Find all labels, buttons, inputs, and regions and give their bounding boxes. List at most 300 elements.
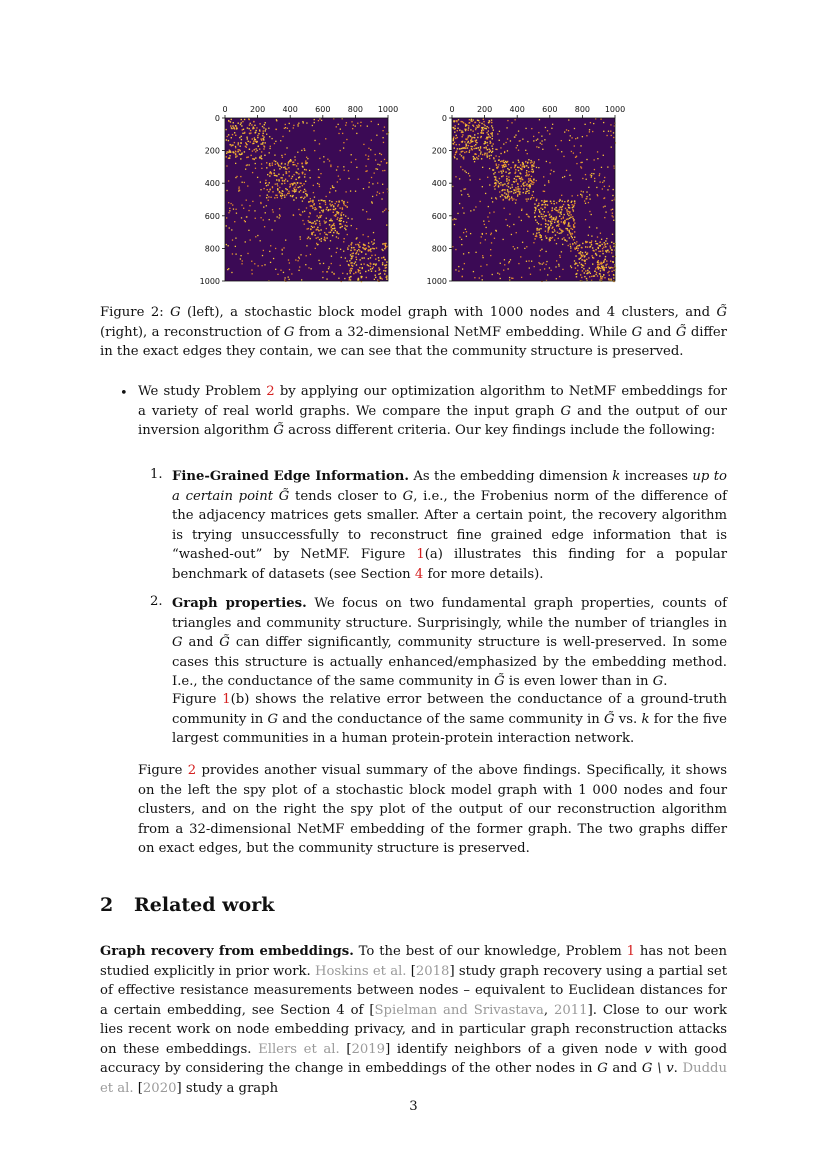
edge-dot — [518, 263, 519, 264]
edge-dot — [545, 127, 546, 128]
edge-dot — [556, 202, 557, 203]
problem-ref-link[interactable]: 2 — [266, 384, 275, 399]
figure-ref-link[interactable]: 1 — [416, 547, 425, 562]
edge-dot — [253, 149, 254, 150]
edge-dot — [329, 200, 330, 201]
edge-dot — [261, 168, 262, 169]
edge-dot — [260, 181, 261, 182]
edge-dot — [460, 190, 461, 191]
edge-dot — [312, 227, 313, 228]
edge-dot — [276, 179, 277, 180]
edge-dot — [308, 267, 309, 268]
edge-dot — [466, 125, 467, 126]
edge-dot — [235, 246, 236, 247]
edge-dot — [275, 195, 276, 196]
edge-dot — [255, 218, 256, 219]
edge-dot — [270, 197, 271, 198]
edge-dot — [263, 136, 264, 137]
edge-dot — [330, 232, 331, 233]
edge-dot — [338, 133, 339, 134]
citation-link[interactable]: Spielman and Srivastava — [374, 1002, 544, 1018]
edge-dot — [586, 278, 587, 279]
edge-dot — [338, 201, 339, 202]
edge-dot — [481, 158, 482, 159]
edge-dot — [591, 235, 592, 236]
citation-year-link[interactable]: 2019 — [351, 1041, 386, 1057]
edge-dot — [273, 173, 274, 174]
edge-dot — [500, 153, 501, 154]
edge-dot — [348, 178, 349, 179]
edge-dot — [267, 189, 268, 190]
edge-dot — [253, 121, 254, 122]
edge-dot — [564, 220, 565, 221]
edge-dot — [290, 159, 291, 160]
edge-dot — [549, 162, 550, 163]
edge-dot — [453, 139, 454, 140]
edge-dot — [482, 132, 483, 133]
edge-dot — [468, 122, 469, 123]
edge-dot — [287, 193, 288, 194]
edge-dot — [229, 210, 230, 211]
edge-dot — [577, 250, 578, 251]
edge-dot — [587, 273, 588, 274]
edge-dot — [535, 210, 536, 211]
edge-dot — [241, 139, 242, 140]
edge-dot — [490, 142, 491, 143]
edge-dot — [607, 243, 608, 244]
edge-dot — [358, 271, 359, 272]
edge-dot — [263, 127, 264, 128]
edge-dot — [235, 135, 236, 136]
edge-dot — [374, 279, 375, 280]
edge-dot — [588, 187, 589, 188]
figure-ref-link[interactable]: 2 — [187, 763, 197, 778]
edge-dot — [562, 177, 563, 178]
edge-dot — [604, 206, 605, 207]
edge-dot — [352, 128, 353, 129]
edge-dot — [356, 228, 357, 229]
edge-dot — [229, 150, 230, 151]
edge-dot — [329, 248, 330, 249]
edge-dot — [347, 273, 348, 274]
edge-dot — [455, 138, 456, 139]
edge-dot — [332, 228, 333, 229]
edge-dot — [271, 229, 272, 230]
edge-dot — [300, 190, 301, 191]
edge-dot — [517, 176, 518, 177]
edge-dot — [287, 128, 288, 129]
edge-dot — [478, 155, 479, 156]
edge-dot — [611, 271, 612, 272]
page-number: 3 — [409, 1099, 418, 1114]
edge-dot — [558, 209, 559, 210]
edge-dot — [310, 268, 311, 269]
edge-dot — [265, 212, 266, 213]
edge-dot — [336, 201, 337, 202]
edge-dot — [249, 124, 250, 125]
edge-dot — [368, 242, 369, 243]
edge-dot — [499, 156, 500, 157]
section-ref-link[interactable]: 4 — [414, 566, 424, 582]
edge-dot — [541, 239, 542, 240]
edge-dot — [323, 156, 324, 157]
edge-dot — [254, 210, 255, 211]
edge-dot — [508, 164, 509, 165]
edge-dot — [538, 209, 539, 210]
edge-dot — [385, 247, 386, 248]
edge-dot — [574, 200, 575, 201]
edge-dot — [335, 190, 336, 191]
edge-dot — [360, 122, 361, 123]
edge-dot — [361, 251, 362, 252]
edge-dot — [555, 218, 556, 219]
edge-dot — [308, 228, 309, 229]
edge-dot — [608, 251, 609, 252]
edge-dot — [381, 249, 382, 250]
edge-dot — [232, 125, 233, 126]
citation-year-link[interactable]: 2011 — [554, 1002, 588, 1018]
edge-dot — [260, 143, 261, 144]
edge-dot — [608, 275, 609, 276]
edge-dot — [509, 199, 510, 200]
edge-dot — [504, 208, 505, 209]
edge-dot — [541, 235, 542, 236]
edge-dot — [355, 257, 356, 258]
edge-dot — [344, 228, 345, 229]
figure-ref-link[interactable]: 1 — [222, 692, 231, 707]
edge-dot — [384, 273, 385, 274]
edge-dot — [359, 242, 360, 243]
edge-dot — [555, 266, 556, 267]
edge-dot — [288, 279, 289, 280]
edge-dot — [528, 171, 529, 172]
edge-dot — [591, 276, 592, 277]
edge-dot — [564, 131, 565, 132]
edge-dot — [297, 182, 298, 183]
edge-dot — [507, 191, 508, 192]
edge-dot — [378, 267, 379, 268]
edge-dot — [355, 261, 356, 262]
edge-dot — [491, 145, 492, 146]
edge-dot — [476, 142, 477, 143]
edge-dot — [310, 254, 311, 255]
edge-dot — [318, 260, 319, 261]
edge-dot — [610, 260, 611, 261]
edge-dot — [513, 246, 514, 247]
edge-dot — [597, 236, 598, 237]
edge-dot — [539, 119, 540, 120]
edge-dot — [544, 139, 545, 140]
edge-dot — [529, 185, 530, 186]
edge-dot — [493, 129, 494, 130]
edge-dot — [514, 119, 515, 120]
edge-dot — [489, 184, 490, 185]
edge-dot — [479, 277, 480, 278]
edge-dot — [359, 247, 360, 248]
edge-dot — [585, 219, 586, 220]
edge-dot — [492, 274, 493, 275]
edge-dot — [311, 222, 312, 223]
citation-link[interactable]: Duddu et al. — [100, 1061, 727, 1096]
edge-dot — [500, 278, 501, 279]
edge-dot — [354, 263, 355, 264]
edge-dot — [302, 200, 303, 201]
edge-dot — [236, 155, 237, 156]
edge-dot — [563, 214, 564, 215]
edge-dot — [496, 230, 497, 231]
edge-dot — [377, 182, 378, 183]
edge-dot — [239, 153, 240, 154]
edge-dot — [600, 245, 601, 246]
edge-dot — [504, 162, 505, 163]
edge-dot — [571, 236, 572, 237]
edge-dot — [295, 259, 296, 260]
edge-dot — [454, 125, 455, 126]
edge-dot — [367, 264, 368, 265]
edge-dot — [313, 222, 314, 223]
edge-dot — [471, 139, 472, 140]
edge-dot — [372, 202, 373, 203]
edge-dot — [363, 188, 364, 189]
edge-dot — [235, 156, 236, 157]
edge-dot — [340, 129, 341, 130]
edge-dot — [338, 204, 339, 205]
edge-dot — [285, 127, 286, 128]
edge-dot — [570, 250, 571, 251]
edge-dot — [552, 124, 553, 125]
edge-dot — [545, 219, 546, 220]
edge-dot — [306, 245, 307, 246]
edge-dot — [238, 188, 239, 189]
edge-dot — [281, 167, 282, 168]
edge-dot — [383, 257, 384, 258]
edge-dot — [574, 237, 575, 238]
edge-dot — [488, 221, 489, 222]
y-tick-label: 800 — [204, 244, 220, 254]
edge-dot — [551, 170, 552, 171]
edge-dot — [484, 147, 485, 148]
edge-dot — [538, 205, 539, 206]
edge-dot — [509, 261, 510, 262]
edge-dot — [375, 168, 376, 169]
edge-dot — [510, 140, 511, 141]
edge-dot — [526, 188, 527, 189]
edge-dot — [572, 204, 573, 205]
edge-dot — [292, 176, 293, 177]
edge-dot — [314, 234, 315, 235]
edge-dot — [279, 168, 280, 169]
edge-dot — [295, 184, 296, 185]
edge-dot — [381, 257, 382, 258]
citation-year-link[interactable]: 2018 — [415, 963, 450, 979]
edge-dot — [482, 257, 483, 258]
x-tick-label: 400 — [282, 105, 298, 114]
edge-dot — [336, 248, 337, 249]
edge-dot — [280, 166, 281, 167]
citation-link[interactable]: Ellers et al. — [258, 1041, 340, 1057]
edge-dot — [329, 203, 330, 204]
edge-dot — [521, 185, 522, 186]
edge-dot — [282, 157, 283, 158]
edge-dot — [306, 122, 307, 123]
edge-dot — [244, 151, 245, 152]
edge-dot — [509, 226, 510, 227]
edge-dot — [488, 206, 489, 207]
edge-dot — [546, 201, 547, 202]
edge-dot — [473, 159, 474, 160]
edge-dot — [560, 200, 561, 201]
edge-dot — [504, 264, 505, 265]
edge-dot — [486, 233, 487, 234]
edge-dot — [590, 273, 591, 274]
edge-dot — [345, 225, 346, 226]
edge-dot — [363, 244, 364, 245]
y-tick-label: 600 — [431, 211, 447, 221]
edge-dot — [588, 257, 589, 258]
edge-dot — [485, 147, 486, 148]
edge-dot — [559, 215, 560, 216]
edge-dot — [525, 182, 526, 183]
edge-dot — [272, 164, 273, 165]
edge-dot — [314, 226, 315, 227]
edge-dot — [606, 251, 607, 252]
edge-dot — [518, 190, 519, 191]
edge-dot — [600, 263, 601, 264]
edge-dot — [463, 147, 464, 148]
edge-dot — [285, 188, 286, 189]
edge-dot — [574, 128, 575, 129]
edge-dot — [520, 256, 521, 257]
problem-ref-link[interactable]: 1 — [626, 944, 635, 959]
edge-dot — [460, 166, 461, 167]
edge-dot — [268, 191, 269, 192]
edge-dot — [300, 239, 301, 240]
edge-dot — [495, 197, 496, 198]
edge-dot — [498, 171, 499, 172]
edge-dot — [586, 159, 587, 160]
edge-dot — [611, 200, 612, 201]
edge-dot — [479, 149, 480, 150]
edge-dot — [492, 127, 493, 128]
edge-dot — [333, 224, 334, 225]
edge-dot — [578, 245, 579, 246]
edge-dot — [266, 162, 267, 163]
edge-dot — [477, 158, 478, 159]
edge-dot — [528, 159, 529, 160]
edge-dot — [519, 176, 520, 177]
edge-dot — [580, 194, 581, 195]
edge-dot — [465, 123, 466, 124]
edge-dot — [235, 153, 236, 154]
edge-dot — [349, 277, 350, 278]
edge-dot — [489, 158, 490, 159]
edge-dot — [480, 266, 481, 267]
edge-dot — [598, 248, 599, 249]
edge-dot — [296, 165, 297, 166]
edge-dot — [353, 273, 354, 274]
edge-dot — [368, 270, 369, 271]
edge-dot — [481, 127, 482, 128]
edge-dot — [603, 155, 604, 156]
edge-dot — [607, 189, 608, 190]
edge-dot — [565, 240, 566, 241]
edge-dot — [360, 272, 361, 273]
edge-dot — [250, 239, 251, 240]
edge-dot — [265, 128, 266, 129]
edge-dot — [289, 130, 290, 131]
edge-dot — [516, 191, 517, 192]
edge-dot — [564, 201, 565, 202]
edge-dot — [277, 162, 278, 163]
edge-dot — [285, 239, 286, 240]
edge-dot — [351, 242, 352, 243]
edge-dot — [333, 212, 334, 213]
edge-dot — [561, 251, 562, 252]
summary-paragraph: Figure 2 provides another visual summary of the above findings. Specifically, it shows on the left the spy plot of a stochastic block model graph with 1 000 nodes and four clusters, and on the right the spy plot of the output of our reconstruction algorithm from a 32-dimensional NetMF embedding of the former graph. The two graphs differ on exact edges, but the community structure is preserved. — [138, 763, 727, 856]
edge-dot — [547, 130, 548, 131]
edge-dot — [362, 247, 363, 248]
edge-dot — [601, 167, 602, 168]
edge-dot — [498, 160, 499, 161]
edge-dot — [595, 253, 596, 254]
edge-dot — [551, 238, 552, 239]
edge-dot — [284, 183, 285, 184]
edge-dot — [228, 134, 229, 135]
edge-dot — [521, 178, 522, 179]
edge-dot — [577, 137, 578, 138]
edge-dot — [462, 157, 463, 158]
edge-dot — [238, 142, 239, 143]
edge-dot — [613, 132, 614, 133]
edge-dot — [321, 120, 322, 121]
edge-dot — [351, 121, 352, 122]
edge-dot — [316, 243, 317, 244]
edge-dot — [329, 224, 330, 225]
edge-dot — [263, 188, 264, 189]
edge-dot — [294, 183, 295, 184]
edge-dot — [247, 138, 248, 139]
edge-dot — [305, 193, 306, 194]
edge-dot — [255, 132, 256, 133]
edge-dot — [235, 151, 236, 152]
edge-dot — [568, 130, 569, 131]
citation-year-link[interactable]: 2020 — [142, 1080, 177, 1096]
edge-dot — [518, 130, 519, 131]
edge-dot — [481, 130, 482, 131]
edge-dot — [382, 170, 383, 171]
edge-dot — [549, 217, 550, 218]
edge-dot — [577, 195, 578, 196]
edge-dot — [267, 184, 268, 185]
edge-dot — [553, 218, 554, 219]
edge-dot — [507, 196, 508, 197]
edge-dot — [483, 129, 484, 130]
edge-dot — [535, 219, 536, 220]
edge-dot — [541, 144, 542, 145]
edge-dot — [522, 162, 523, 163]
edge-dot — [324, 237, 325, 238]
edge-dot — [269, 251, 270, 252]
edge-dot — [505, 164, 506, 165]
edge-dot — [499, 183, 500, 184]
citation-link[interactable]: Hoskins et al. — [314, 963, 407, 979]
edge-dot — [383, 192, 384, 193]
edge-dot — [582, 178, 583, 179]
edge-dot — [330, 205, 331, 206]
edge-dot — [368, 258, 369, 259]
edge-dot — [562, 231, 563, 232]
edge-dot — [386, 261, 387, 262]
